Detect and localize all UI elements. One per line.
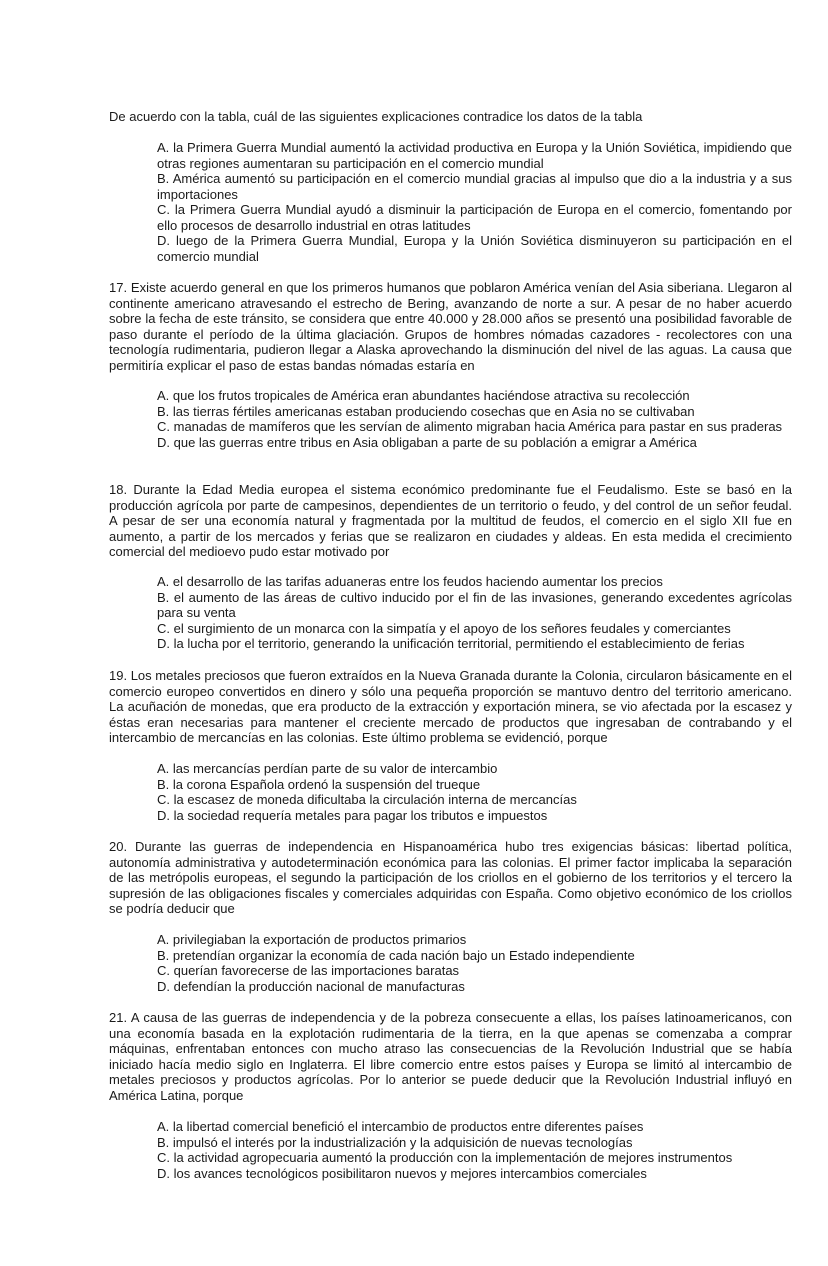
option-c: C. manadas de mamíferos que les servían de alimento migraban hacia América para pastar en sus praderas <box>157 419 783 434</box>
option-a: A. las mercancías perdían parte de su valor de intercambio <box>157 761 498 776</box>
option-d: D. defendían la producción nacional de manufacturas <box>157 978 465 994</box>
option-d: D. que las guerras entre tribus en Asia obligaban a parte de su población a emigrar a América <box>157 434 697 450</box>
option-list <box>157 932 792 994</box>
option-b: B. las tierras fértiles americanas estaban produciendo cosechas que en Asia no se cultivaban <box>157 403 695 419</box>
option-c: C. el surgimiento de un monarca con la simpatía y el apoyo de los señores feudales y comerciantes <box>157 620 731 636</box>
option-list <box>157 761 792 823</box>
option-a: A. el desarrollo de las tarifas aduaneras entre los feudos haciendo aumentar los precios <box>157 574 663 589</box>
question-stem: 20. Durante las guerras de independencia en Hispanoamérica hubo tres exigencias básicas: libertad política, autonomía administrativa y autodeterminación económica para las colonias. El primer factor implicaba la separación de las metrópolis europeas, el segundo la participación de los criollos en el gobierno de los territorios y el tercero la supresión de las obligaciones fiscales y comerciales adquiridas con España. Como objetivo económico de los criollos se podría deducir que <box>109 839 792 916</box>
question-stem: 21. A causa de las guerras de independencia y de la pobreza consecuente a ellas, los países latinoamericanos, con una economía basada en la explotación rudimentaria de la tierra, en la que apenas se comenzaba a comprar máquinas, enfrentaban entonces con mucho atraso las consecuencias de la Revolución Industrial que se había iniciado hacía medio siglo en Inglaterra. El libre comercio entre estos países y Europa se limitó al intercambio de metales preciosos y productos agrícolas. Por lo anterior se puede deducir que la Revolución Industrial influyó en América Latina, porque <box>109 1010 792 1103</box>
option-b: B. la corona Española ordenó la suspensión del trueque <box>157 776 481 792</box>
option-list <box>157 140 792 264</box>
option-a: A. la Primera Guerra Mundial aumentó la actividad productiva en Europa y la Unión Soviética, impidiendo que otras regiones aumentaran su participación en el comercio mundial <box>157 140 792 171</box>
option-b: B. el aumento de las áreas de cultivo inducido por el fin de las invasiones, generando excedentes agrícolas para su venta <box>157 589 792 620</box>
option-list <box>157 1119 792 1181</box>
question-stem: 19. Los metales preciosos que fueron extraídos en la Nueva Granada durante la Colonia, circularon básicamente en el comercio europeo convertidos en dinero y sólo una pequeña proporción se mantuvo dentro del territorio americano. La acuñación de monedas, que era producto de la extracción y exportación minera, se vio afectada por la escasez y éstas eran necesarias para mantener el creciente mercado de productos que ingresaban de contrabando y el intercambio de mercancías en las colonias. Este último problema se evidenció, porque <box>109 668 792 745</box>
option-list <box>157 388 792 450</box>
option-a: A. la libertad comercial benefició el intercambio de productos entre diferentes países <box>157 1119 644 1134</box>
option-b: B. impulsó el interés por la industrialización y la adquisición de nuevas tecnologías <box>157 1134 633 1150</box>
option-d: D. la lucha por el territorio, generando la unificación territorial, permitiendo el establecimiento de ferias <box>157 636 745 651</box>
option-d: D. los avances tecnológicos posibilitaron nuevos y mejores intercambios comerciales <box>157 1165 647 1181</box>
option-list <box>157 574 792 652</box>
option-d: D. luego de la Primera Guerra Mundial, Europa y la Unión Soviética disminuyeron su participación en el comercio mundial <box>157 233 792 264</box>
option-a: A. privilegiaban la exportación de productos primarios <box>157 932 467 947</box>
option-c: C. la actividad agropecuaria aumentó la producción con la implementación de mejores instrumentos <box>157 1150 733 1165</box>
option-b: B. América aumentó su participación en el comercio mundial gracias al impulso que dio a la industria y a sus importaciones <box>157 171 792 202</box>
option-c: C. querían favorecerse de las importaciones baratas <box>157 963 460 978</box>
question-stem: 17. Existe acuerdo general en que los primeros humanos que poblaron América venían del Asia siberiana. Llegaron al continente americano atravesando el estrecho de Bering, avanzando de norte a sur. A pesar de no haber acuerdo sobre la fecha de este tránsito, se considera que entre 40.000 y 28.000 años se presentó una posibilidad favorable de paso durante el período de la última glaciación. Grupos de hombres nómadas cazadores - recolectores con una tecnología rudimentaria, pudieron llegar a Alaska aprovechando la disminución del nivel de las aguas. La causa que permitiría explicar el paso de estas bandas nómadas estaría en <box>109 280 792 373</box>
question-stem: De acuerdo con la tabla, cuál de las siguientes explicaciones contradice los datos de la tabla <box>109 109 643 124</box>
question-stem: 18. Durante la Edad Media europea el sistema económico predominante fue el Feudalismo. Este se basó en la producción agrícola por parte de campesinos, dependientes de un territorio o feudo, y del control de un señor feudal. A pesar de ser una economía natural y fragmentada por la multitud de feudos, el comercio en el siglo XII fue en aumento, a partir de los mercados y ferias que se realizaron en ciudades y aldeas. En esta medida el crecimiento comercial del medioevo pudo estar motivado por <box>109 482 792 559</box>
option-c: C. la escasez de moneda dificultaba la circulación interna de mercancías <box>157 792 577 807</box>
option-c: C. la Primera Guerra Mundial ayudó a disminuir la participación de Europa en el comercio, fomentando por ello procesos de desarrollo industrial en otras latitudes <box>157 202 792 233</box>
option-d: D. la sociedad requería metales para pagar los tributos e impuestos <box>157 807 548 823</box>
option-b: B. pretendían organizar la economía de cada nación bajo un Estado independiente <box>157 947 635 963</box>
option-a: A. que los frutos tropicales de América eran abundantes haciéndose atractiva su recolección <box>157 388 690 403</box>
